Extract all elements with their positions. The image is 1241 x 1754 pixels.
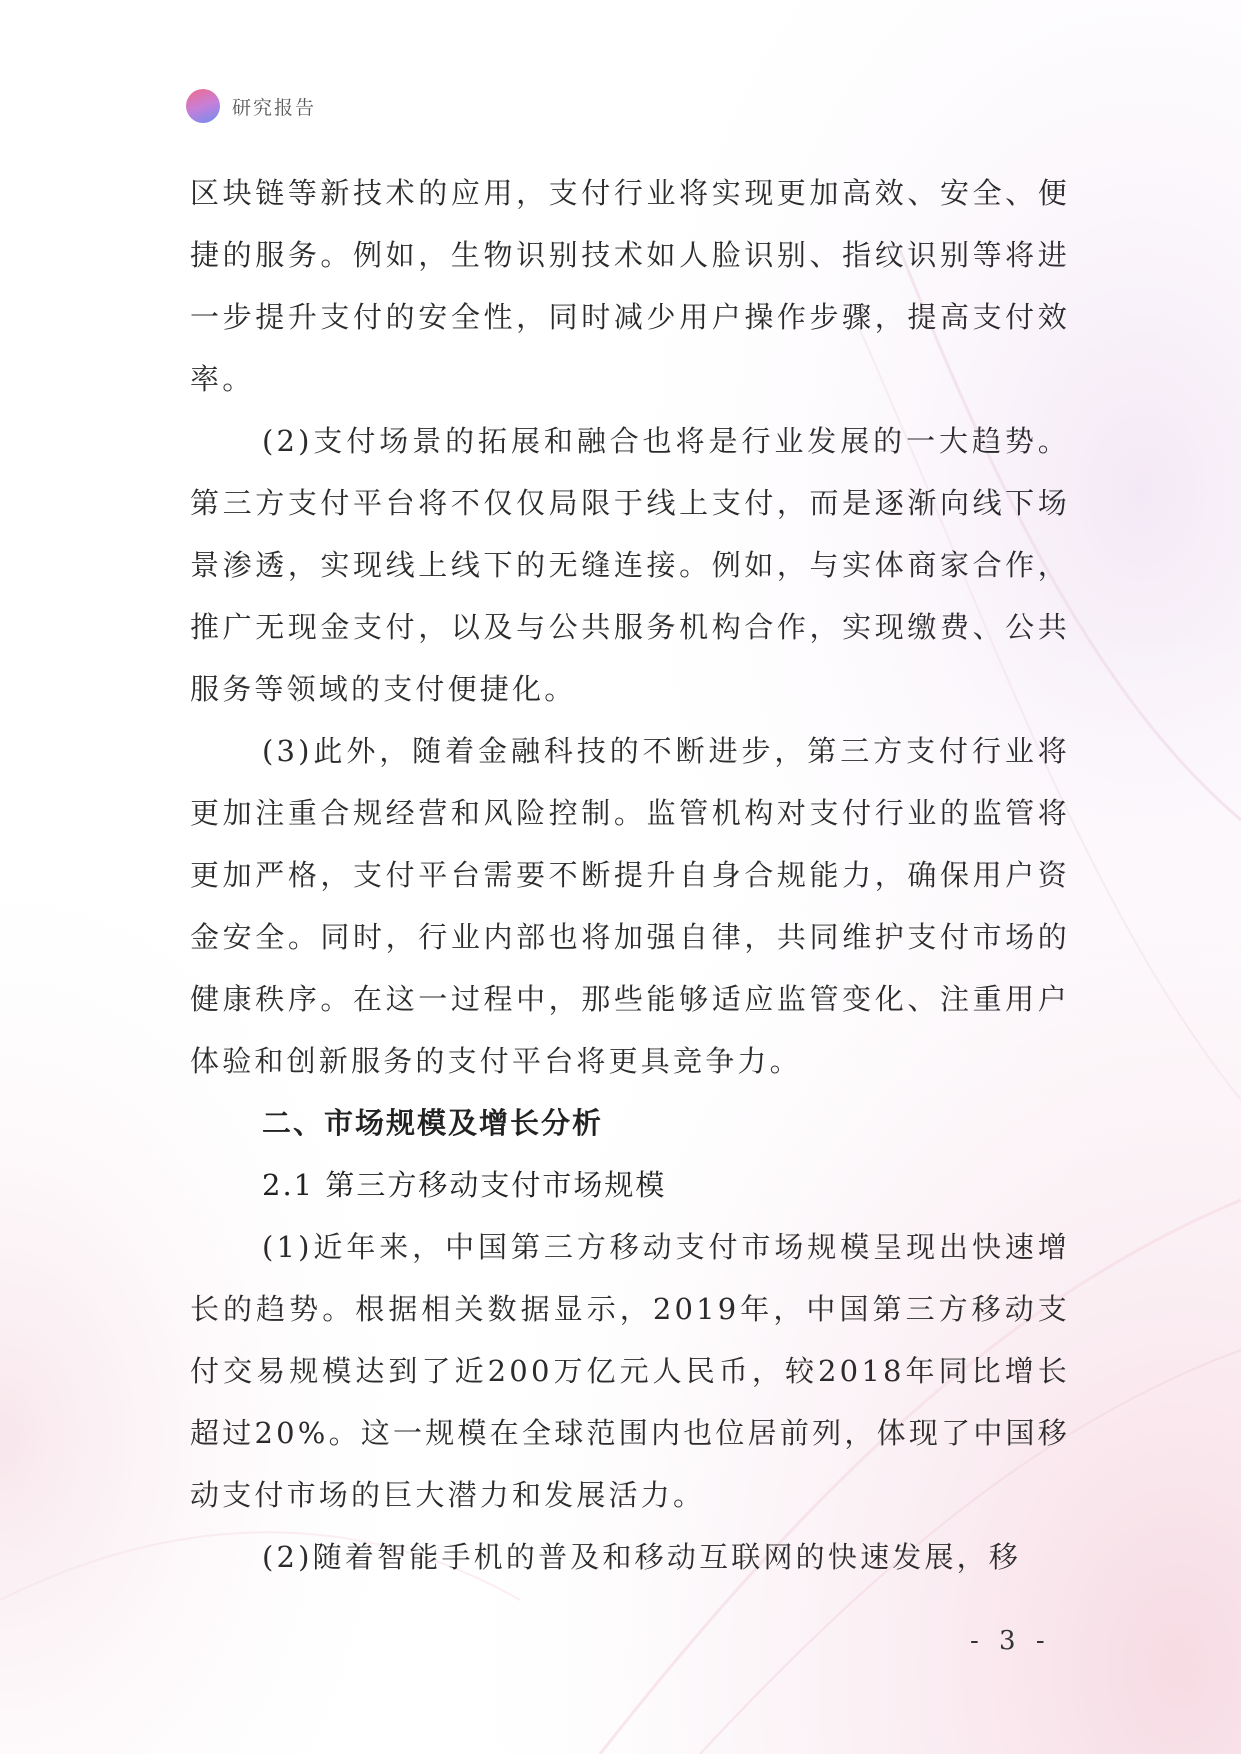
report-body — [190, 162, 1070, 1588]
paragraph-continuation: 区块链等新技术的应用，支付行业将实现更加高效、安全、便捷的服务。例如，生物识别技术如人脸识别、指纹识别等将进一步提升支付的安全性，同时减少用户操作步骤，提高支付效率。 — [190, 176, 1070, 396]
paragraph-3: (3)此外，随着金融科技的不断进步，第三方支付行业将更加注重合规经营和风险控制。监管机构对支付行业的监管将更加严格，支付平台需要不断提升自身合规能力，确保用户资金安全。同时，行业内部也将加强自律，共同维护支付市场的健康秩序。在这一过程中，那些能够适应监管变化、注重用户体验和创新服务的支付平台将更具竞争力。 — [190, 734, 1070, 1078]
paragraph-2: (2)支付场景的拓展和融合也将是行业发展的一大趋势。第三方支付平台将不仅仅局限于线上支付，而是逐渐向线下场景渗透，实现线上线下的无缝连接。例如，与实体商家合作，推广无现金支付，以及与公共服务机构合作，实现缴费、公共服务等领域的支付便捷化。 — [190, 424, 1070, 706]
section-heading: 二、市场规模及增长分析 — [262, 1106, 604, 1140]
report-header — [186, 88, 316, 124]
paragraph-5: (2)随着智能手机的普及和移动互联网的快速发展，移 — [262, 1540, 1022, 1574]
report-logo-icon — [186, 89, 220, 123]
page-number: - 3 - — [970, 1626, 1051, 1656]
paragraph-4: (1)近年来，中国第三方移动支付市场规模呈现出快速增长的趋势。根据相关数据显示，2019年，中国第三方移动支付交易规模达到了近200万亿元人民币，较2018年同比增长超过20%。这一规模在全球范围内也位居前列，体现了中国移动支付市场的巨大潜力和发展活力。 — [190, 1230, 1070, 1512]
subsection-heading: 2.1 第三方移动支付市场规模 — [262, 1168, 667, 1202]
report-header-title: 研究报告 — [232, 96, 317, 119]
